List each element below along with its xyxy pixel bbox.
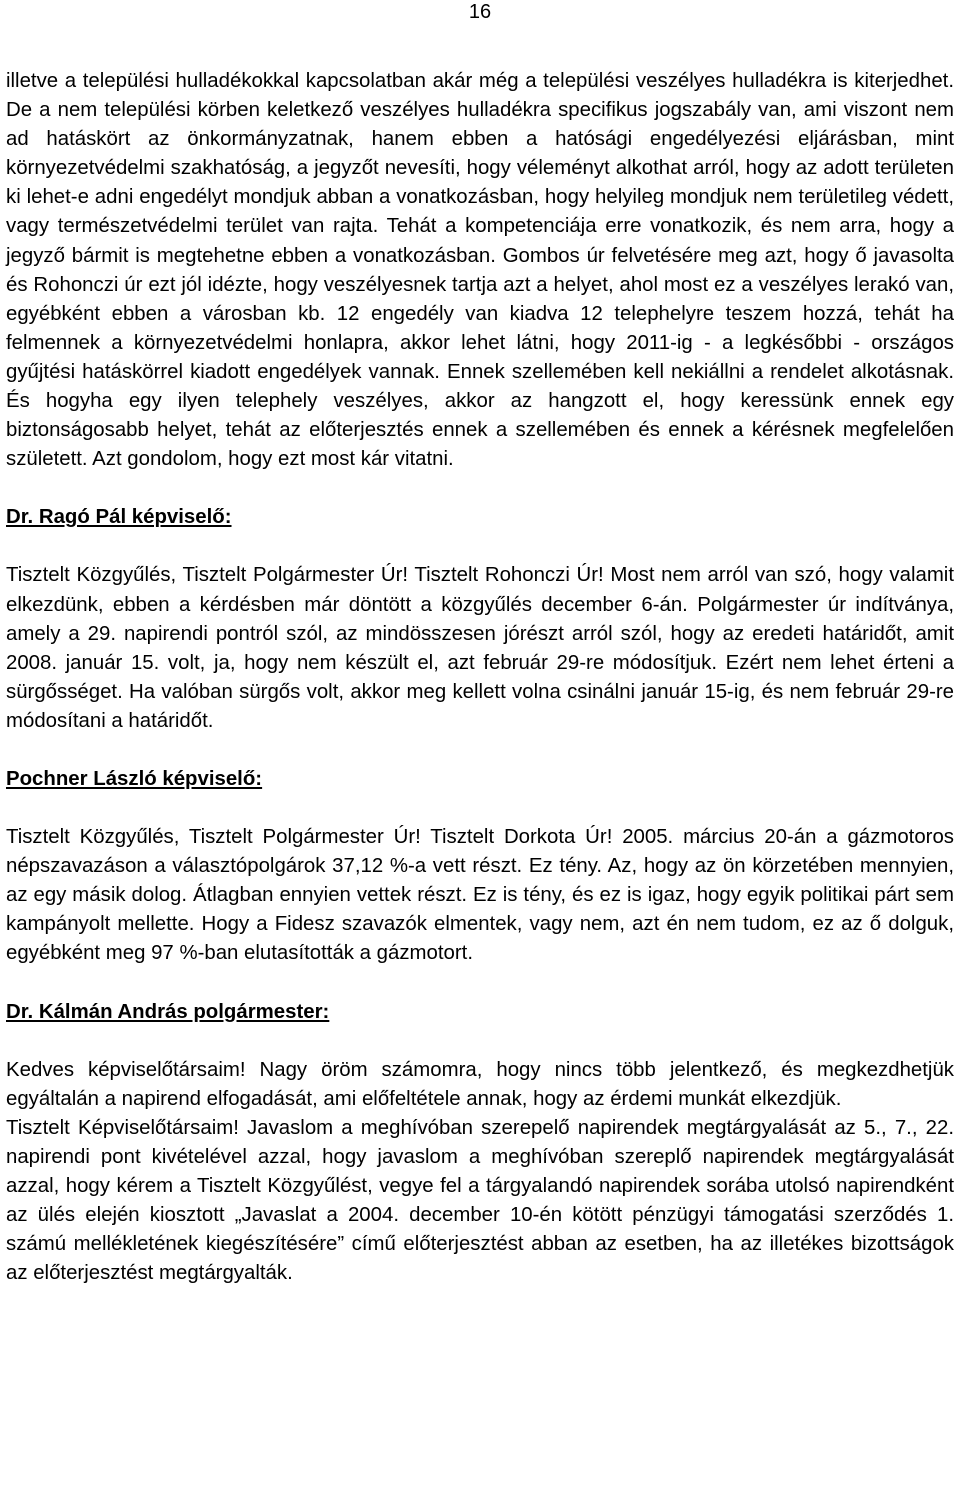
spacer xyxy=(6,969,954,998)
paragraph-2: Tisztelt Közgyűlés, Tisztelt Polgármester Úr! Tisztelt Rohonczi Úr! Most nem arról van szó, hogy valamit elkezdünk, ebben a kérdésben már döntött a közgyűlés december 6-án. Polgármester úr indítványa, amely a 29. napirendi pontról szól, az mindösszesen jórészt arról szól, hogy az eredeti határidőt, amit 2008. január 15. volt, ja, hogy nem készült el, azt február 29-re módosítjuk. Ezért nem lehet érteni a sürgősséget. Ha valóban sürgős volt, akkor meg kellett volna csinálni január 15-ig, és nem február 29-re módosítani a határidőt. xyxy=(6,564,954,732)
speaker-heading-kalman: Dr. Kálmán András polgármester: xyxy=(6,1000,330,1023)
paragraph-3: Tisztelt Közgyűlés, Tisztelt Polgármester Úr! Tisztelt Dorkota Úr! 2005. március 20-án a gázmotoros népszavazáson a választópolgárok 37,12 %-a vett részt. Ez tény. Az, hogy az ön körzetében mennyien, az egy másik dolog. Átlagban ennyien vettek részt. Ez is tény, és ez is igaz, hogy egyik politikai párt sem kampányolt mellette. Hogy a Fidesz szavazók elmentek, vagy nem, azt én nem tudom, ez az ő dolguk, egyébként meg 97 %-ban elutasították a gázmotort. xyxy=(6,826,954,965)
paragraph-1: illetve a települési hulladékokkal kapcsolatban akár még a települési veszélyes hulladékra is kiterjedhet. De a nem települési körben keletkező veszélyes hulladékra specifikus jogszabály van, ami viszont nem ad hatáskört az önkormányzatnak, hanem ebben a hatósági engedélyezési eljárásban, mint környezetvédelmi szakhatóság, a jegyzőt nevesíti, hogy véleményt alkothat arról, hogy az adott területen ki lehet-e adni engedélyt mondjuk abban a vonatkozásban, hogy helyileg mondjuk nem területileg védett, vagy természetvédelmi terület van rajta. Tehát a kompetenciája erre vonatkozik, és nem arra, hogy a jegyző bármit is megtehetne ebben a vonatkozásban. Gombos úr felvetésére meg azt, hogy ő javasolta és Rohonczi úr ezt jól idézte, hogy veszélyesnek tartja azt a helyet, ahol most ez a veszélyes lerakó van, egyébként ebben a városban kb. 12 engedély van kiadva 12 telephelyre teszem hozzá, tehát ha felmennek a környezetvédelmi honlapra, akkor lehet látni, hogy 2011-ig - a legkésőbbi - országos gyűjtési hatáskörrel kiadott engedélyek vannak. Ennek szellemében kell nekiállni a rendelet alkotásnak. És hogyha egy ilyen telephely veszélyes, akkor az hangzott el, hogy keressünk ennek egy biztonságosabb helyet, tehát az előterjesztés ennek a szellemében és ennek a kérésnek megfelelően született. Azt gondolom, hogy ezt most kár vitatni. xyxy=(6,70,954,471)
spacer xyxy=(6,794,954,823)
spacer xyxy=(6,1027,954,1056)
speaker-heading-rago: Dr. Ragó Pál képviselő: xyxy=(6,506,232,529)
document-body xyxy=(6,67,954,1288)
spacer xyxy=(6,736,954,765)
spacer xyxy=(6,474,954,503)
speaker-heading-pochner: Pochner László képviselő: xyxy=(6,767,263,790)
paragraph-4: Kedves képviselőtársaim! Nagy öröm számomra, hogy nincs több jelentkező, és megkezdhetjük egyáltalán a napirend elfogadását, ami előfeltétele annak, hogy az érdemi munkát elkezdjük. xyxy=(6,1058,954,1110)
page-number: 16 xyxy=(468,1,492,23)
paragraph-5: Tisztelt Képviselőtársaim! Javaslom a meghívóban szerepelő napirendek megtárgyalását az 5., 7., 22. napirendi pont kivételével azzal, hogy javaslom a meghívóban szereplő napirendek megtárgyalását azzal, hogy kérem a Tisztelt Közgyűlést, vegye fel a tárgyalandó napirendek sorába utolsó napirendként az ülés elején kiosztott „Javaslat a 2004. december 10-én kötött pénzügyi támogatási szerződés 1. számú mellékletének kiegészítésére” című előterjesztést abban az esetben, ha az illetékes bizottságok az előterjesztést megtárgyalták. xyxy=(6,1116,954,1285)
spacer xyxy=(6,532,954,561)
